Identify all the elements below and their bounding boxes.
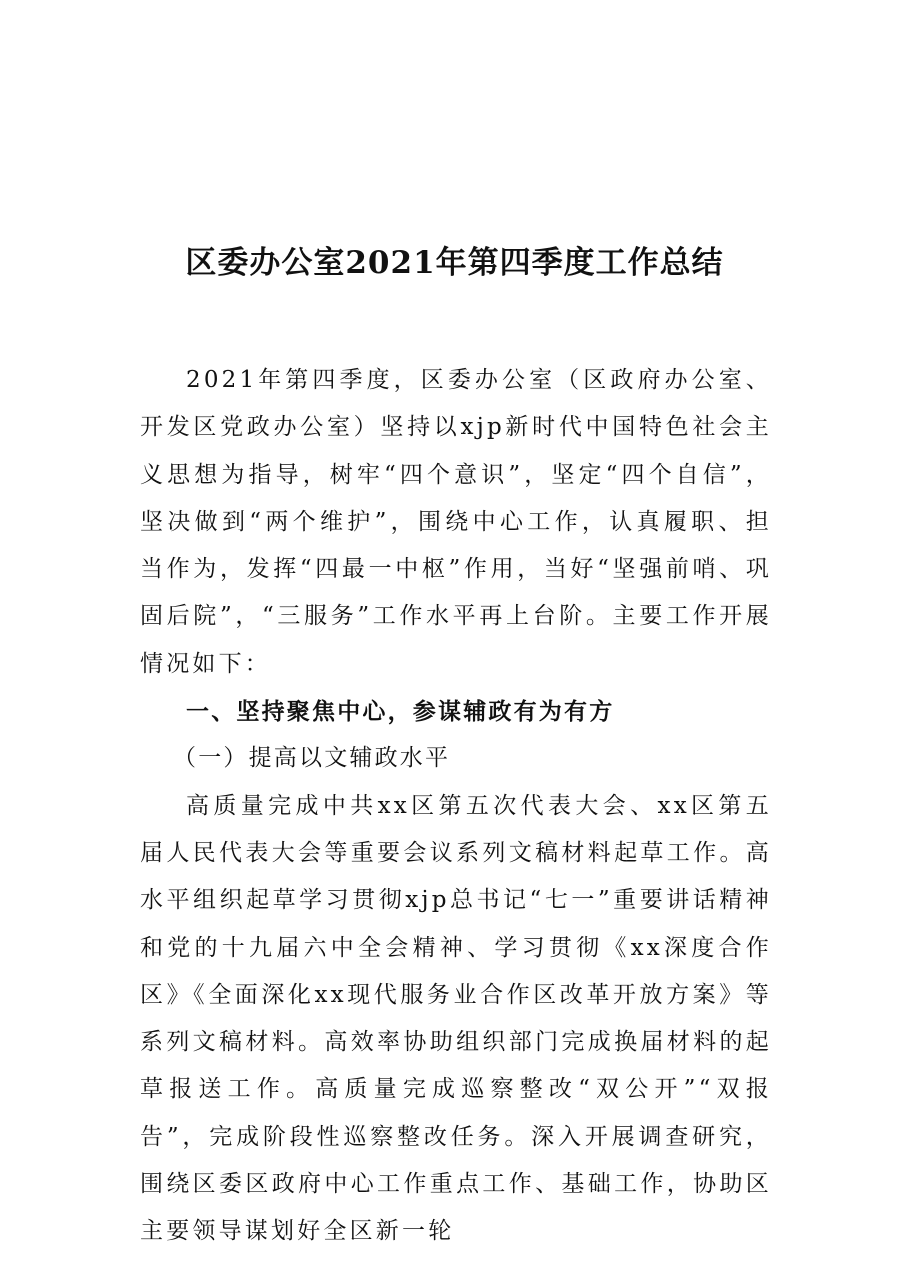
subsection-paragraph-1: 高质量完成中共xx区第五次代表大会、xx区第五届人民代表大会等重要会议系列文稿材料起草工作。高水平组织起草学习贯彻xjp总书记“七一”重要讲话精神和党的十九届六中全会精神、学习贯彻《xx深度合作区》《全面深化xx现代服务业合作区改革开放方案》等系列文稿材料。高效率协助组织部门完成换届材料的起草报送工作。高质量完成巡察整改“双公开”“双报告”，完成阶段性巡察整改任务。深入开展调查研究，围绕区委区政府中心工作重点工作、基础工作，协助区主要领导谋划好全区新一轮 bbox=[140, 792, 772, 1245]
document-title: 区委办公室2021年第四季度工作总结 bbox=[185, 245, 724, 281]
intro-paragraph: 2021年第四季度，区委办公室（区政府办公室、开发区党政办公室）坚持以xjp新时代中国特色社会主义思想为指导，树牢“四个意识”，坚定“四个自信”，坚决做到“两个维护”，围绕中心工作，认真履职、担当作为，发挥“四最一中枢”作用，当好“坚强前哨、巩固后院”，“三服务”工作水平再上台阶。主要工作开展情况如下： bbox=[140, 367, 772, 677]
document-body bbox=[140, 357, 772, 1256]
subsection-heading-1: （一）提高以文辅政水平 bbox=[173, 745, 451, 772]
section-heading-1: 一、坚持聚焦中心，参谋辅政有为有方 bbox=[186, 698, 615, 726]
